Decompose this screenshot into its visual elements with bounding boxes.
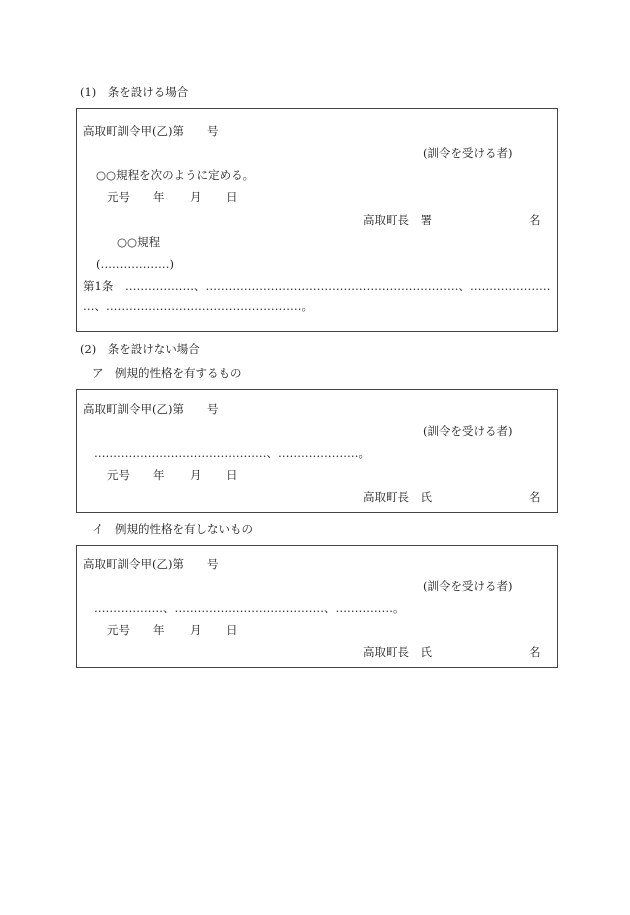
date-era: 元号 xyxy=(107,190,130,204)
rule-title: ○○規程 xyxy=(117,235,161,249)
parenthetical-caption: (………………) xyxy=(96,257,174,271)
article-text-line2: …、……………………………………………。 xyxy=(83,299,313,313)
recipient-label: (訓令を受ける者) xyxy=(423,146,513,160)
subsection-a-heading: ア 例規的性格を有するもの xyxy=(92,366,242,380)
recipient-label: (訓令を受ける者) xyxy=(423,579,513,593)
date-month: 月 xyxy=(190,190,202,204)
signature-suffix: 名 xyxy=(529,213,541,227)
section1-heading: (1) 条を設ける場合 xyxy=(80,85,189,99)
article-text-line1: ………………、…………………………………………………………、………………… xyxy=(125,279,551,293)
form-box-2a xyxy=(76,389,558,513)
form-box-2i xyxy=(76,545,558,668)
signature-suffix: 名 xyxy=(529,645,541,659)
date-month: 月 xyxy=(190,623,202,637)
form-title: 高取町訓令甲(乙)第 号 xyxy=(83,557,219,571)
signature-line: 高取町長 氏 xyxy=(363,490,432,504)
date-day: 日 xyxy=(226,468,238,482)
subsection-i-heading: イ 例規的性格を有しないもの xyxy=(92,522,253,536)
form-title: 高取町訓令甲(乙)第 号 xyxy=(83,402,219,416)
form-box-1 xyxy=(76,108,558,332)
date-year: 年 xyxy=(153,623,165,637)
date-era: 元号 xyxy=(107,623,130,637)
body-text: ………………、…………………………………、……………。 xyxy=(94,601,405,615)
date-day: 日 xyxy=(226,623,238,637)
date-era: 元号 xyxy=(107,468,130,482)
intro-text: ○○規程を次のように定める。 xyxy=(96,168,255,182)
date-year: 年 xyxy=(153,190,165,204)
signature-line: 高取町長 署 xyxy=(363,213,432,227)
date-year: 年 xyxy=(153,468,165,482)
signature-line: 高取町長 氏 xyxy=(363,645,432,659)
signature-suffix: 名 xyxy=(529,490,541,504)
section2-heading: (2) 条を設けない場合 xyxy=(80,342,200,356)
date-month: 月 xyxy=(190,468,202,482)
date-day: 日 xyxy=(226,190,238,204)
recipient-label: (訓令を受ける者) xyxy=(423,424,513,438)
body-text: ………………………………………、…………………。 xyxy=(94,446,370,460)
article-label: 第1条 xyxy=(83,279,114,293)
form-title: 高取町訓令甲(乙)第 号 xyxy=(83,124,219,138)
